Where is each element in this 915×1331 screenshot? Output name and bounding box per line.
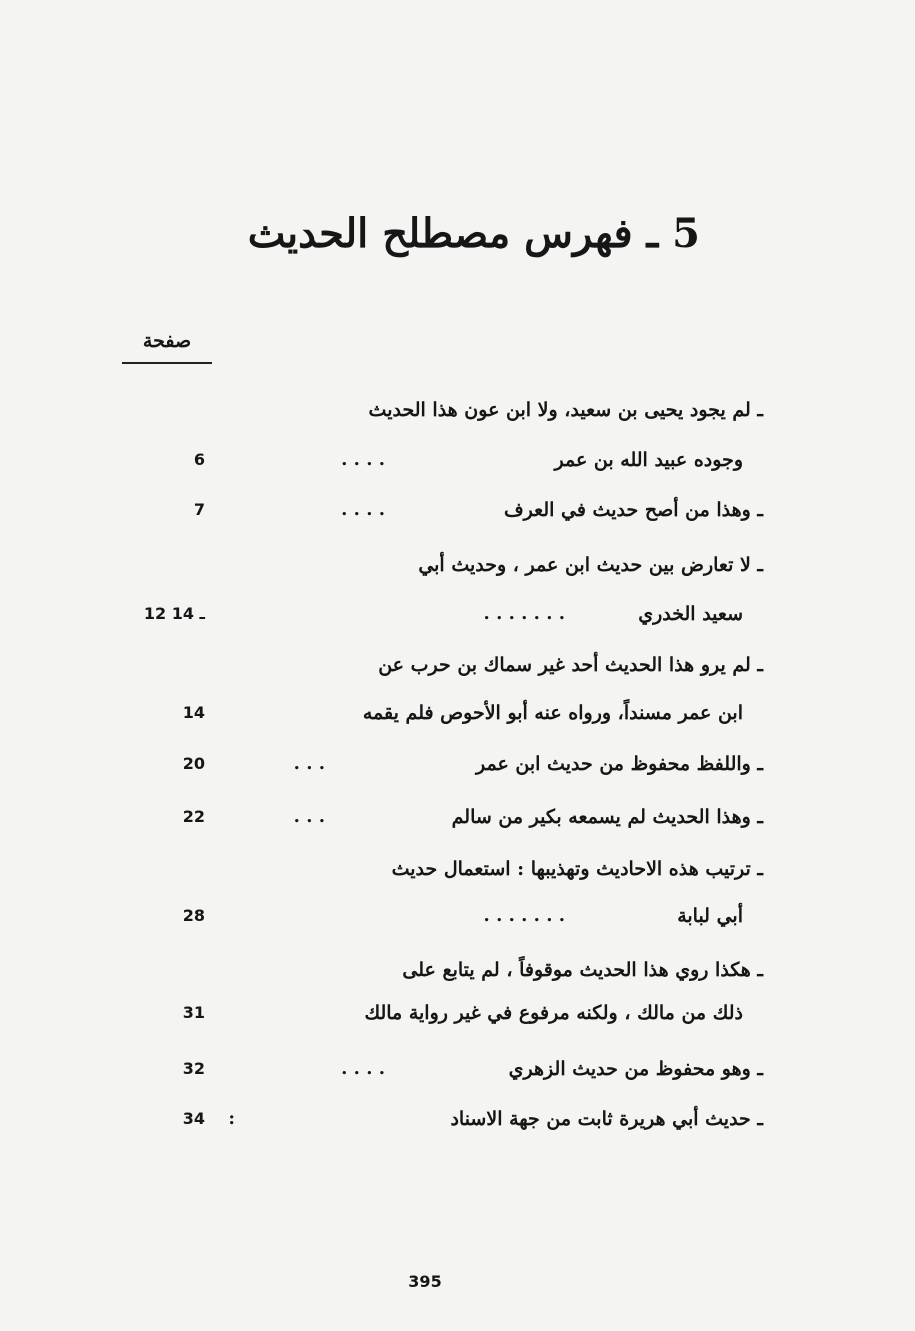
leader-dots: . . . .: [341, 449, 385, 470]
entry-text-continuation: ابن عمر مسنداً، ورواه عنه أبو الأحوص فلم يقمه: [362, 702, 743, 724]
entry-text-line: ـ وهو محفوظ من حديث الزهري: [508, 1058, 763, 1080]
entry-text-continuation: وجوده عبيد الله بن عمر: [554, 449, 743, 471]
leader-dots: . . .: [293, 753, 325, 774]
entry-text-line: ـ لم يجود يحيى بن سعيد، ولا ابن عون هذا الحديث: [368, 399, 763, 421]
page-reference: 22: [182, 807, 205, 826]
entry-text-line: ـ وهذا الحديث لم يسمعه بكير من سالم: [451, 806, 763, 828]
entry-text-continuation: سعيد الخدري: [638, 603, 743, 625]
entry-text-continuation: أبي لبابة: [677, 905, 743, 927]
page-reference: 7: [193, 500, 205, 519]
leader-dots: . . . .: [341, 499, 385, 520]
leader-dots: :: [228, 1108, 235, 1129]
page-number: 395: [408, 1272, 442, 1291]
entry-text-line: ـ ترتيب هذه الاحاديث وتهذيبها : استعمال حديث: [391, 858, 763, 880]
page-title: 5 ـ فهرس مصطلح الحديث: [247, 210, 700, 257]
leader-dots: . . .: [293, 806, 325, 827]
entry-text-line: ـ وهذا من أصح حديث في العرف: [503, 499, 763, 521]
leader-dots: . . . .: [341, 1058, 385, 1079]
entry-text-line: ـ لم يرو هذا الحديث أحد غير سماك بن حرب عن: [378, 654, 763, 676]
page-reference: 34: [182, 1109, 205, 1128]
page-reference: 32: [182, 1059, 205, 1078]
entry-text-line: ـ حديث أبي هريرة ثابت من جهة الاسناد: [450, 1108, 763, 1130]
leader-dots: . . . . . . .: [483, 905, 565, 926]
entry-text-line: ـ لا تعارض بين حديث ابن عمر ، وحديث أبي: [418, 554, 763, 576]
page-reference: 20: [182, 754, 205, 773]
page-reference: 14: [182, 703, 205, 722]
page-column-header: صفحة: [122, 330, 212, 364]
entry-text-line: ـ هكذا روي هذا الحديث موقوفاً ، لم يتابع على: [402, 959, 763, 981]
page-reference: 6: [193, 450, 205, 469]
page-reference: 28: [182, 906, 205, 925]
leader-dots: . . . . . . .: [483, 603, 565, 624]
entry-text-continuation: ذلك من مالك ، ولكنه مرفوع في غير رواية مالك: [364, 1002, 743, 1024]
page-reference: 12 ـ 14: [143, 604, 205, 623]
entry-text-line: ـ واللفظ محفوظ من حديث ابن عمر: [475, 753, 763, 775]
page-reference: 31: [182, 1003, 205, 1022]
